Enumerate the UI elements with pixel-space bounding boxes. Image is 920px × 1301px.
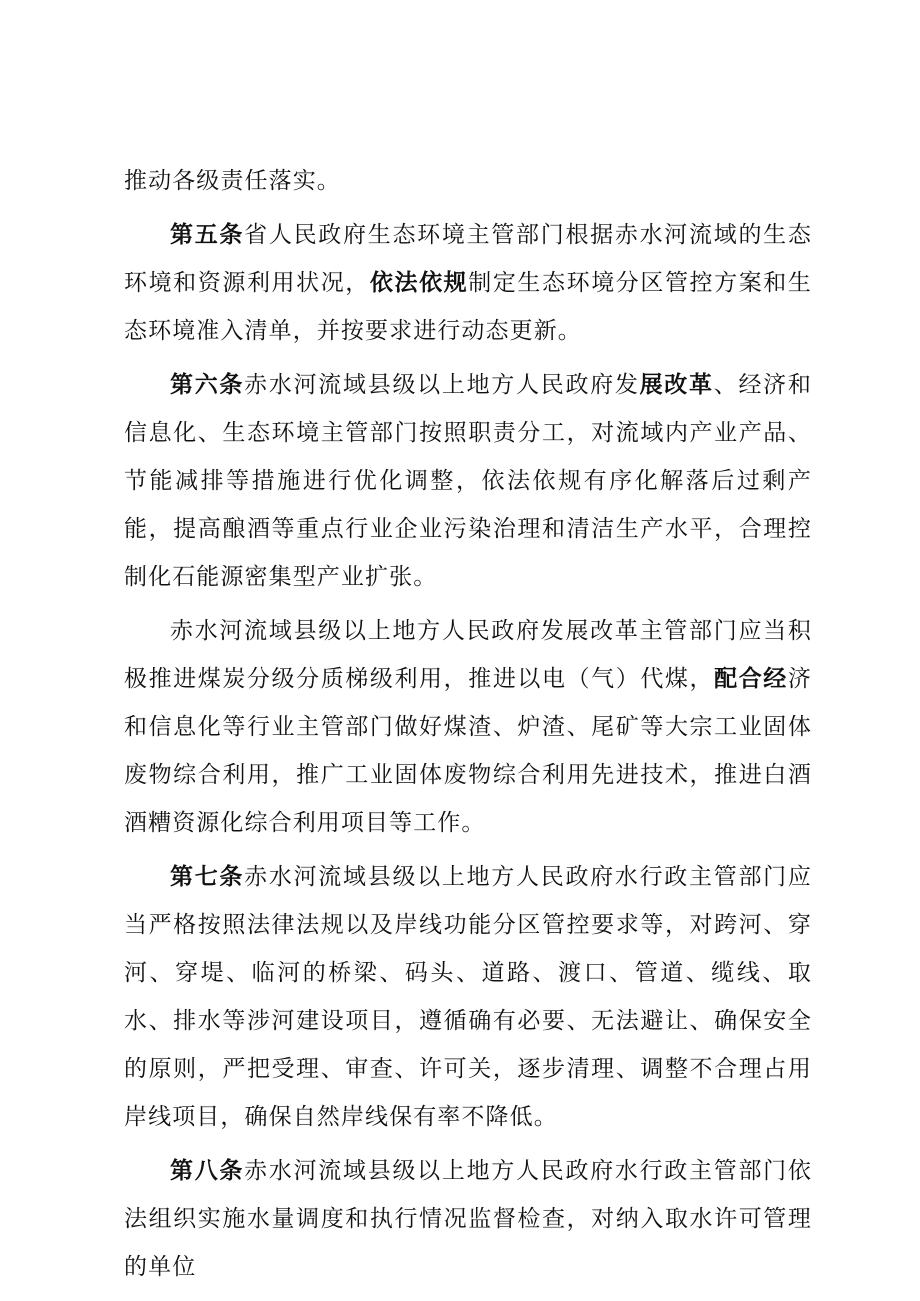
paragraph-text: 赤水河流域县级以上地方人民政府发展改革主管部门应当积极推进煤炭分级分质梯级利用，推进以电（气）代煤， <box>124 618 812 692</box>
bold-text: 配合经 <box>714 665 788 692</box>
paragraph-text: 、经济和信息化、生态环境主管部门按照职责分工，对流域内产业产品、节能减排等措施进行优化调整，依法依规有序化解落后过剩产能，提高酿酒等重点行业企业污染治理和清洁生产水平，合理控制化石能源密集型产业扩张。 <box>124 372 812 590</box>
paragraph-text: 省人民政府生态环境主管部门根据赤水河流域的生态环境和资源利用状况， <box>124 222 812 296</box>
article-number: 第八条 <box>170 1157 245 1184</box>
document-body <box>124 157 812 1291</box>
paragraph <box>124 1147 812 1291</box>
paragraph <box>124 361 812 601</box>
paragraph-text: 赤水河流域县级以上地方人民政府水行政主管部门依法组织实施水量调度和执行情况监督检查，对纳入取水许可管理的单位 <box>124 1158 812 1280</box>
paragraph <box>124 853 812 1141</box>
paragraph-text: 制定生态环境分区管控方案和生态环境准入清单，并按要求进行动态更新。 <box>124 270 812 344</box>
paragraph-text: 推动各级责任落实。 <box>124 168 341 194</box>
bold-text: 依法依规 <box>369 269 469 296</box>
article-number: 第五条 <box>170 221 245 248</box>
paragraph-text: 赤水河流域县级以上地方人民政府发 <box>244 372 640 398</box>
bold-text: 展改革 <box>639 371 714 398</box>
article-number: 第六条 <box>170 371 245 398</box>
paragraph-text: 赤水河流域县级以上地方人民政府水行政主管部门应当严格按照法律法规以及岸线功能分区管控要求等，对跨河、穿河、穿堤、临河的桥梁、码头、道路、渡口、管道、缆线、取水、排水等涉河建设项目，遵循确有必要、无法避让、确保安全的原则，严把受理、审查、许可关，逐步清理、调整不合理占用岸线项目，确保自然岸线保有率不降低。 <box>124 864 812 1130</box>
paragraph <box>124 607 812 847</box>
article-number: 第七条 <box>170 863 245 890</box>
paragraph-text: 济和信息化等行业主管部门做好煤渣、炉渣、尾矿等大宗工业固体废物综合利用，推广工业固体废物综合利用先进技术，推进白酒酒糟资源化综合利用项目等工作。 <box>124 666 812 836</box>
paragraph <box>124 211 812 355</box>
paragraph <box>124 157 812 205</box>
